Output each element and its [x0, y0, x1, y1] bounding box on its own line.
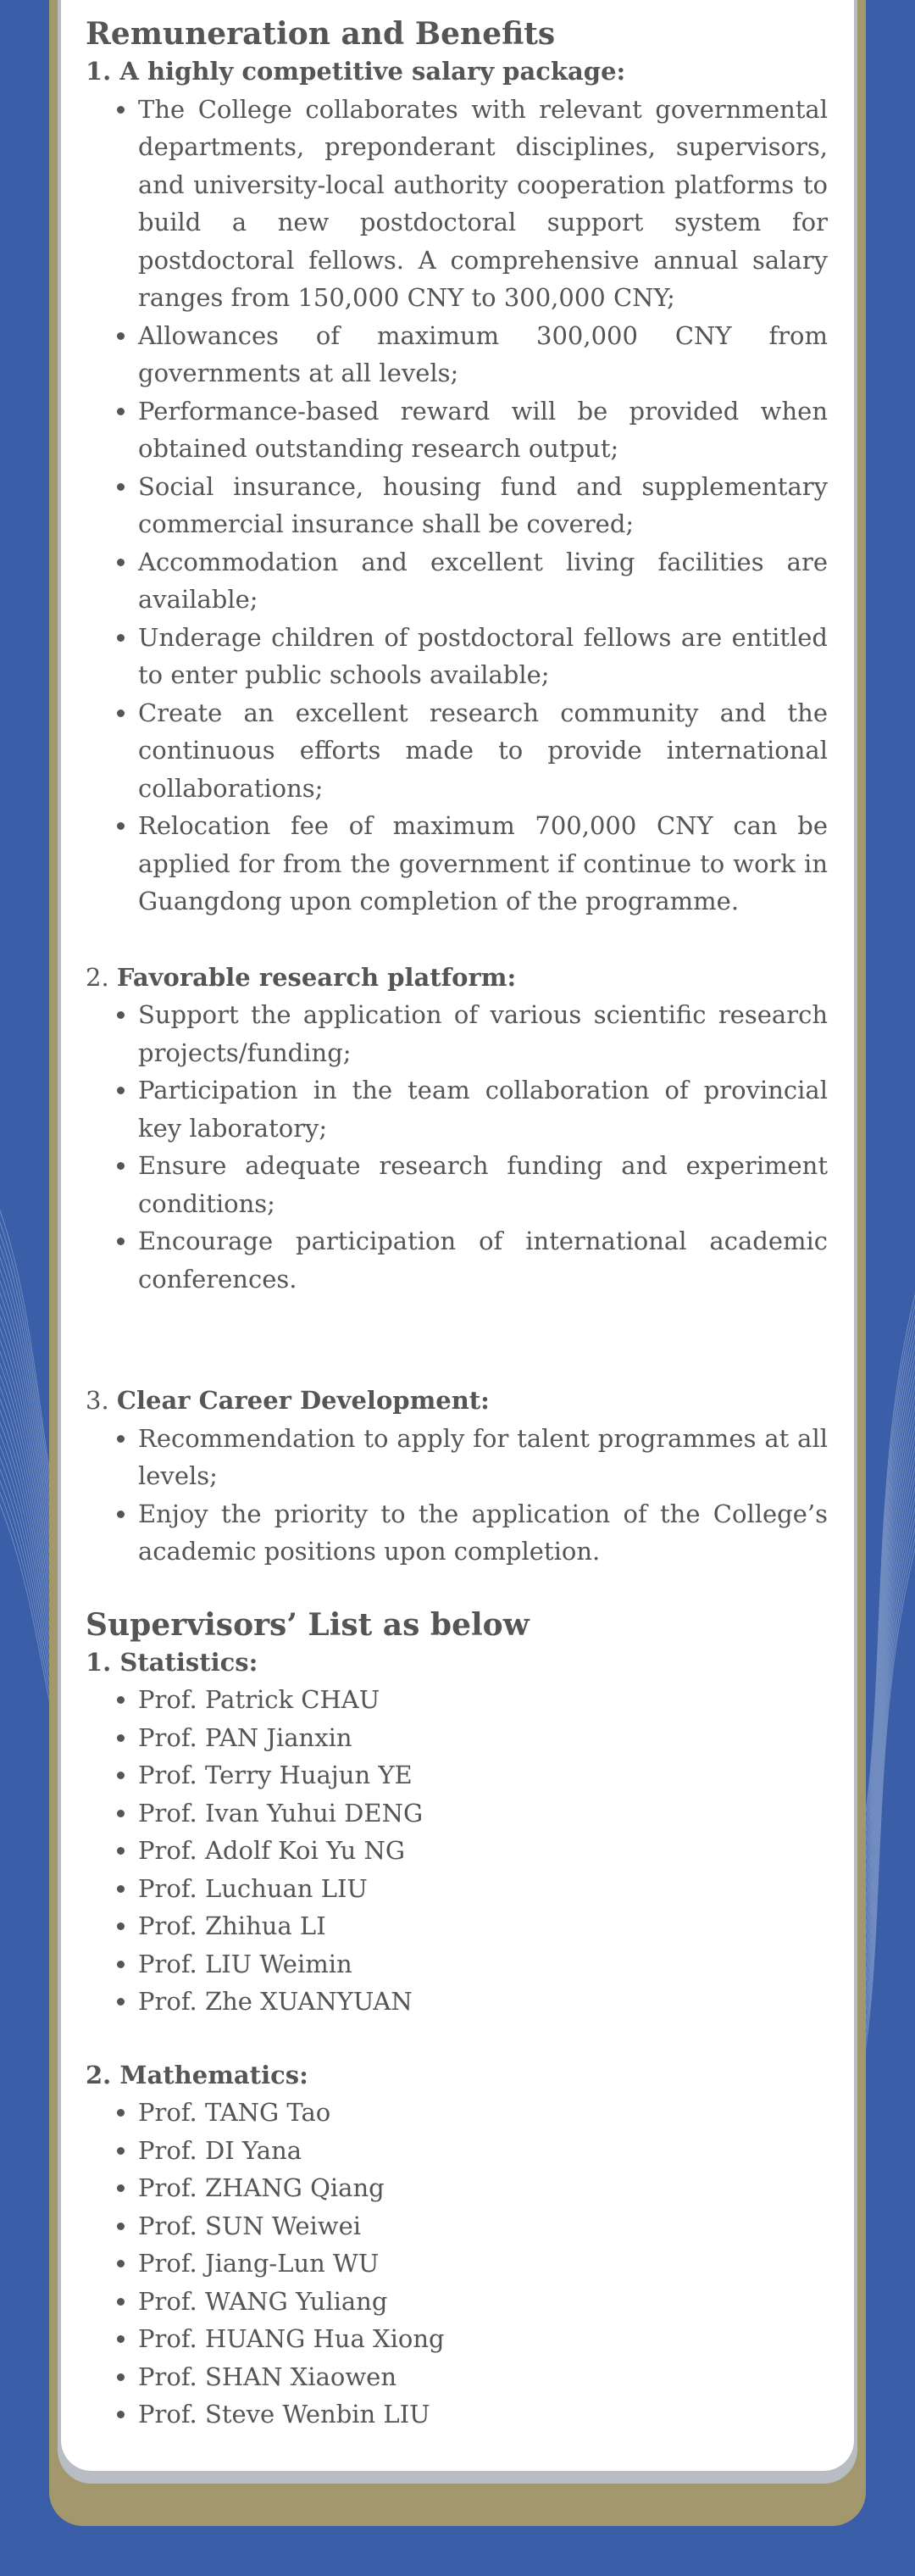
mathematics-label: 2. Mathematics:: [86, 2060, 308, 2089]
list-item: • Encourage participation of international academic conferences.: [138, 1222, 828, 1298]
list-item: • Ensure adequate research funding and experiment conditions;: [138, 1147, 828, 1222]
salary-label: 1. A highly competitive salary package:: [86, 57, 626, 86]
list-item: • Prof. Patrick CHAU: [138, 1681, 828, 1719]
list-item: • Enjoy the priority to the application of the College’s academic positions upon completion.: [138, 1495, 828, 1571]
career-list: [86, 1420, 828, 1571]
spacer: [86, 921, 828, 959]
career-subheading: [86, 1382, 828, 1420]
list-item: • Social insurance, housing fund and supplementary commercial insurance shall be covered;: [138, 468, 828, 543]
list-item: • Participation in the team collaboration of provincial key laboratory;: [138, 1071, 828, 1147]
list-item: • Prof. ZHANG Qiang: [138, 2169, 828, 2207]
statistics-subheading: [86, 1644, 828, 1682]
statistics-label: 1. Statistics:: [86, 1647, 258, 1677]
list-item: • The College collaborates with relevant governmental departments, preponderant disciplines, supervisors, and university-local authority cooperation platforms to build a new postdoctoral support system for postdoctoral fellows. A comprehensive annual salary ranges from 150,000 CNY to 300,000 CNY;: [138, 91, 828, 317]
mathematics-subheading: [86, 2056, 828, 2095]
list-item: • Prof. HUANG Hua Xiong: [138, 2320, 828, 2358]
list-item: • Recommendation to apply for talent programmes at all levels;: [138, 1420, 828, 1495]
card-content: [86, 15, 828, 2434]
research-subheading: [86, 959, 828, 997]
spacer: [86, 2021, 828, 2056]
content-card: [61, 0, 854, 2471]
research-label: Favorable research platform:: [116, 962, 517, 992]
list-item: • Prof. Ivan Yuhui DENG: [138, 1794, 828, 1833]
list-item: • Prof. Luchuan LIU: [138, 1870, 828, 1908]
list-item: • Prof. DI Yana: [138, 2132, 828, 2170]
research-list: [86, 996, 828, 1298]
mathematics-list: [86, 2094, 828, 2434]
list-item: • Accommodation and excellent living facilities are available;: [138, 543, 828, 619]
list-item: • Prof. SHAN Xiaowen: [138, 2358, 828, 2396]
benefits-heading: Remuneration and Benefits: [86, 16, 556, 52]
career-label: Clear Career Development:: [116, 1386, 490, 1415]
list-item: • Performance-based reward will be provided when obtained outstanding research output;: [138, 392, 828, 468]
spacer: [86, 1571, 828, 1606]
salary-list: [86, 91, 828, 921]
list-item: • Prof. Zhihua LI: [138, 1907, 828, 1945]
list-item: • Prof. PAN Jianxin: [138, 1719, 828, 1757]
salary-subheading: [86, 53, 828, 91]
list-item: • Prof. Terry Huajun YE: [138, 1756, 828, 1794]
career-number: 3.: [86, 1386, 109, 1415]
list-item: • Prof. WANG Yuliang: [138, 2283, 828, 2321]
list-item: • Prof. Steve Wenbin LIU: [138, 2395, 828, 2434]
list-item: • Prof. Jiang-Lun WU: [138, 2245, 828, 2283]
list-item: • Prof. SUN Weiwei: [138, 2207, 828, 2245]
list-item: • Prof. TANG Tao: [138, 2094, 828, 2132]
list-item: • Prof. LIU Weimin: [138, 1945, 828, 1983]
list-item: • Underage children of postdoctoral fellows are entitled to enter public schools available;: [138, 619, 828, 694]
list-item: • Prof. Adolf Koi Yu NG: [138, 1832, 828, 1870]
supervisors-heading: Supervisors’ List as below: [86, 1606, 530, 1643]
list-item: • Allowances of maximum 300,000 CNY from governments at all levels;: [138, 317, 828, 392]
statistics-list: [86, 1681, 828, 2021]
spacer: [86, 1298, 828, 1382]
list-item: • Support the application of various scientific research projects/funding;: [138, 996, 828, 1071]
list-item: • Prof. Zhe XUANYUAN: [138, 1983, 828, 2021]
list-item: • Create an excellent research community and the continuous efforts made to provide international collaborations;: [138, 694, 828, 808]
research-number: 2.: [86, 962, 109, 992]
list-item: • Relocation fee of maximum 700,000 CNY can be applied for from the government if continue to work in Guangdong upon completion of the programme.: [138, 807, 828, 921]
